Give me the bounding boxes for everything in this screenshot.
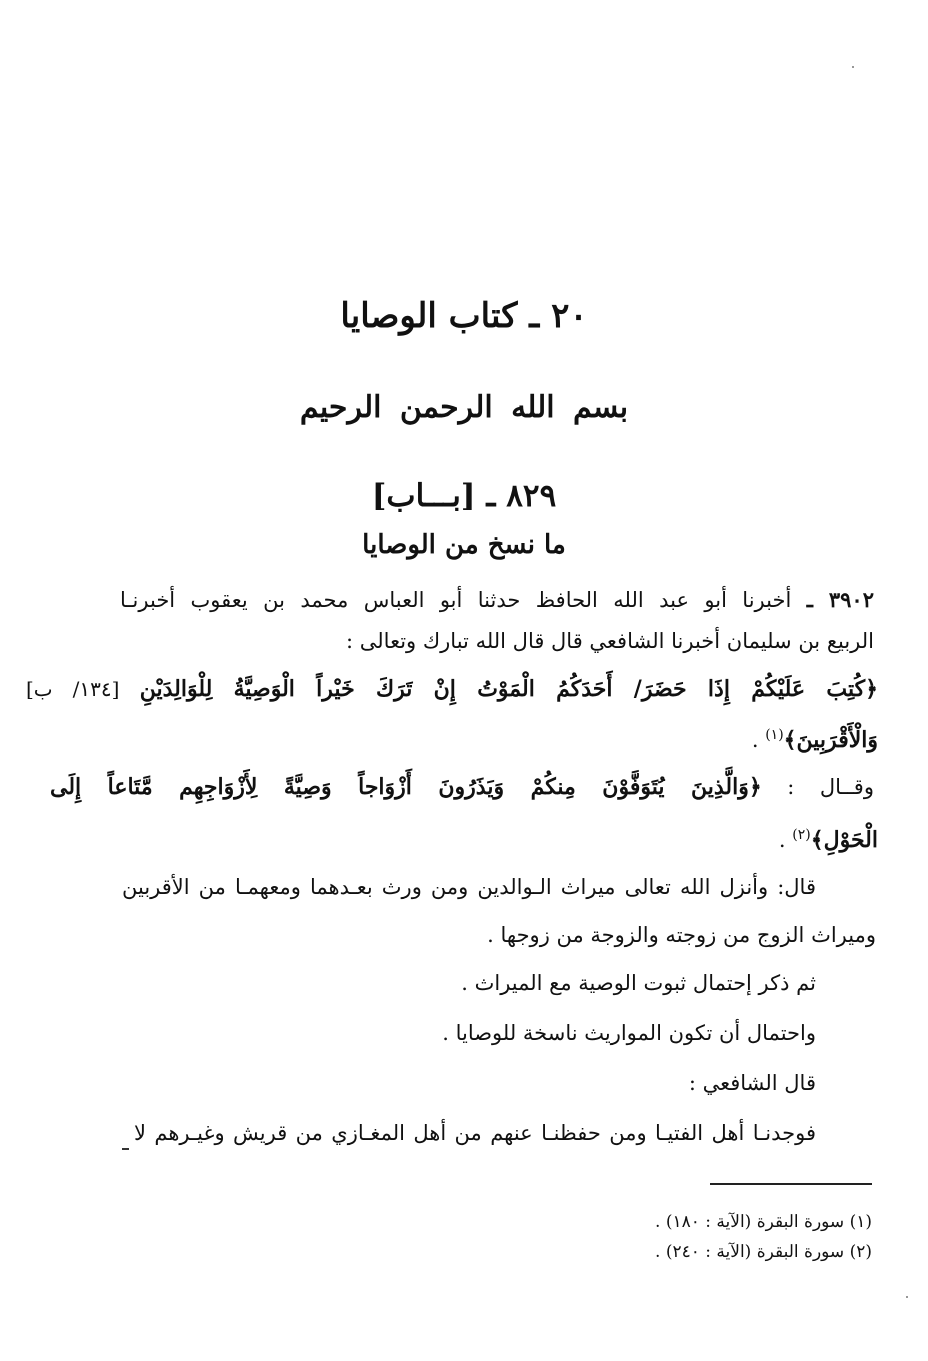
scan-speck [906,1296,908,1298]
hadith-text-1: أخبرنا أبو عبد الله الحافظ حدثنا أبو العباس محمد بن يعقوب أخبرنـا [120,588,792,612]
verse-2-text-1: ﴿وَالَّذِينَ يُتَوَفَّوْنَ مِنكُمْ وَيَذَرُونَ أَزْوَاجاً وَصِيَّةً لِأَزْوَاجِهِم مَّتَاعاً إِلَى [50,774,762,800]
verse-2-text-2: الْحَوْلِ﴾ [810,827,878,853]
continuation-mark [122,1148,129,1150]
hadith-number: ٣٩٠٢ ـ [806,587,874,612]
verse-1-line-1 [26,674,878,704]
commentary-line-1: قال: وأنزل الله تعالى ميراث الـوالدين ومن ورث بعـدهما ومعهمـا من الأقربين [122,875,816,899]
commentary-line-6: فوجدنـا أهل الفتيـا ومن حفظنـا عنهم من أهل المغـازي من قريش وغيـرهم لا [134,1121,816,1145]
verse-2-line-2: الْحَوْلِ﴾$^{(٢)}$ . [778,827,878,853]
footnote-2: (٢) سورة البقرة (الآية : ٢٤٠) . [655,1242,872,1262]
chapter-title: ما نسخ من الوصايا [362,530,566,560]
scan-speck [852,66,854,68]
commentary-line-4: واحتمال أن تكون المواريث ناسخة للوصايا . [442,1021,816,1045]
footnote-marker-1: (١) [765,727,784,743]
footnote-1: (١) سورة البقرة (الآية : ١٨٠) . [655,1212,872,1232]
hadith-line-1 [120,585,874,615]
footnote-marker-2: (٢) [792,827,811,843]
hadith-line-2: الربيع بن سليمان أخبرنا الشافعي قال قال الله تبارك وتعالى : [346,629,874,653]
verse-2-intro: وقــال : [787,775,874,799]
manuscript-reference: [١٣٤/ ب] [26,677,120,701]
verse-1-text-1: ﴿كُتِبَ عَلَيْكُمْ إِذَا حَضَرَ/ أَحَدَكُمُ الْمَوْتُ إِنْ تَرَكَ خَيْراً الْوَصِيَّةُ لِلْوَالِدَيْنِ [139,676,878,702]
commentary-line-5: قال الشافعي : [688,1071,816,1095]
footnote-rule [710,1183,872,1185]
basmala: بسم الله الرحمن الرحيم [299,390,629,425]
book-title: ٢٠ ـ كتاب الوصايا [340,296,588,336]
verse-1-text-2: وَالْأَقْرَبِينَ﴾ [783,727,878,753]
verse-1-line-2: وَالْأَقْرَبِينَ﴾$^{(١)}$ . [751,727,878,753]
chapter-number: ٨٢٩ ـ [بـــاب] [371,478,557,514]
commentary-line-3: ثم ذكر إحتمال ثبوت الوصية مع الميراث . [461,971,816,995]
commentary-line-2: وميراث الزوج من زوجته والزوجة من زوجها . [487,923,876,947]
verse-2-line-1 [50,772,874,802]
